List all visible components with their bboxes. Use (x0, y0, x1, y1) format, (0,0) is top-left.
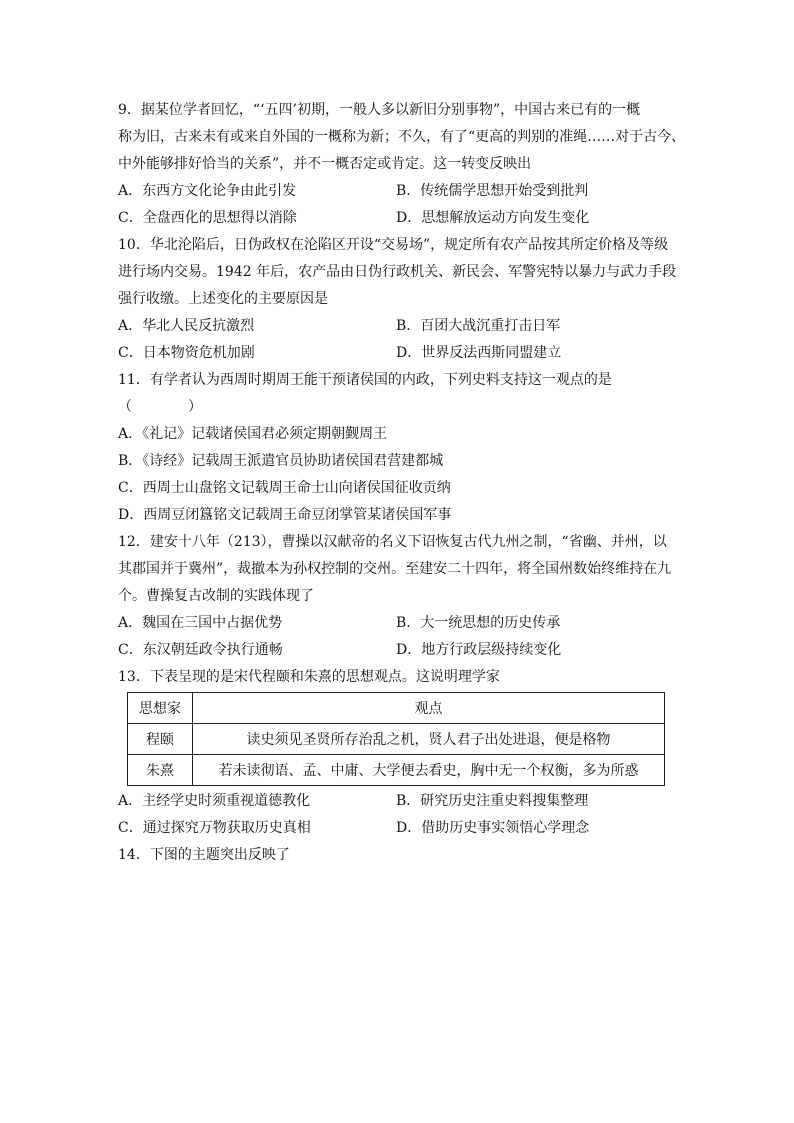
q11-option-b: B．《诗经》记载周王派遣官员协助诸侯国君营建都城 (118, 453, 444, 469)
table-row (128, 724, 665, 755)
q11-option-d: D．西周豆闭簋铭文记载周王命豆闭掌管某诸侯国军事 (118, 507, 452, 523)
q13-option-a: A．主经学史时须重视道德教化 (118, 793, 311, 809)
table-row (128, 755, 665, 786)
q12-option-a: A．魏国在三国中占据优势 (118, 615, 283, 631)
q14-stem-line-1: 14．下图的主题突出反映了 (118, 847, 290, 863)
table-cell-viewpoint: 若未读彻语、孟、中庸、大学便去看史，胸中无一个权衡，多为所惑 (193, 755, 665, 786)
q10-stem-line-2: 进行场内交易。1942 年后，农产品由日伪行政机关、新民会、军警宪特以暴力与武力手段 (118, 264, 677, 280)
q9-stem-line-1: 9．据某位学者回忆，“‘五四’初期，一般人多以新旧分别事物”，中国古来已有的一概 (118, 102, 641, 118)
q11-option-a: A．《礼记》记载诸侯国君必须定期朝觐周王 (118, 426, 388, 442)
table-cell-viewpoint: 读史须见圣贤所存治乱之机，贤人君子出处进退，便是格物 (193, 724, 665, 755)
q13-option-d: D．借助历史事实领悟心学理念 (396, 820, 590, 836)
q11-stem-line-1: 11．有学者认为西周时期周王能干预诸侯国的内政，下列史料支持这一观点的是 (118, 372, 612, 388)
q13-option-c: C．通过探究万物获取历史真相 (118, 820, 311, 836)
table-header-thinker: 思想家 (128, 693, 193, 724)
table-cell-thinker: 程颐 (128, 724, 193, 755)
q11-answer-blank: （ ） (118, 399, 202, 415)
table-cell-thinker: 朱熹 (128, 755, 193, 786)
q10-option-d: D．世界反法西斯同盟建立 (396, 345, 562, 361)
table-header-row (128, 693, 665, 724)
q12-option-d: D．地方行政层级持续变化 (396, 642, 562, 658)
table-header-viewpoint: 观点 (193, 693, 665, 724)
q9-option-b: B．传统儒学思想开始受到批判 (396, 183, 589, 199)
q10-option-c: C．日本物资危机加剧 (118, 345, 255, 361)
q9-stem-line-3: 中外能够排好恰当的关系”，并不一概否定或肯定。这一转变反映出 (118, 156, 532, 172)
q13-stem-line-1: 13．下表呈现的是宋代程颐和朱熹的思想观点。这说明理学家 (118, 669, 500, 685)
q12-option-b: B．大一统思想的历史传承 (396, 615, 561, 631)
q10-stem-line-3: 强行收缴。上述变化的主要原因是 (118, 291, 328, 307)
q12-stem-line-1: 12．建安十八年（213），曹操以汉献帝的名义下诏恢复古代九州之制，“省幽、并州，以 (118, 534, 667, 550)
q12-stem-line-2: 其郡国并于冀州”，裁撤本为孙权控制的交州。至建安二十四年，将全国州数始终维持在九 (118, 561, 672, 577)
thinkers-table (127, 692, 665, 786)
q10-stem-line-1: 10．华北沦陷后，日伪政权在沦陷区开设“交易场”，规定所有农产品按其所定价格及等级 (118, 237, 669, 253)
q9-stem-line-2: 称为旧，古来未有或来自外国的一概称为新；不久，有了“更高的判别的准绳……对于古今、 (118, 129, 686, 145)
q11-option-c: C．西周士山盘铭文记载周王命士山向诸侯国征收贡纳 (118, 480, 451, 496)
q9-option-d: D．思想解放运动方向发生变化 (396, 210, 590, 226)
q9-option-c: C．全盘西化的思想得以消除 (118, 210, 297, 226)
q12-option-c: C．东汉朝廷政令执行通畅 (118, 642, 283, 658)
q10-option-a: A．华北人民反抗激烈 (118, 318, 255, 334)
q9-option-a: A．东西方文化论争由此引发 (118, 183, 297, 199)
q13-option-b: B．研究历史注重史料搜集整理 (396, 793, 589, 809)
q10-option-b: B．百团大战沉重打击日军 (396, 318, 561, 334)
q12-stem-line-3: 个。曹操复古改制的实践体现了 (118, 588, 314, 604)
